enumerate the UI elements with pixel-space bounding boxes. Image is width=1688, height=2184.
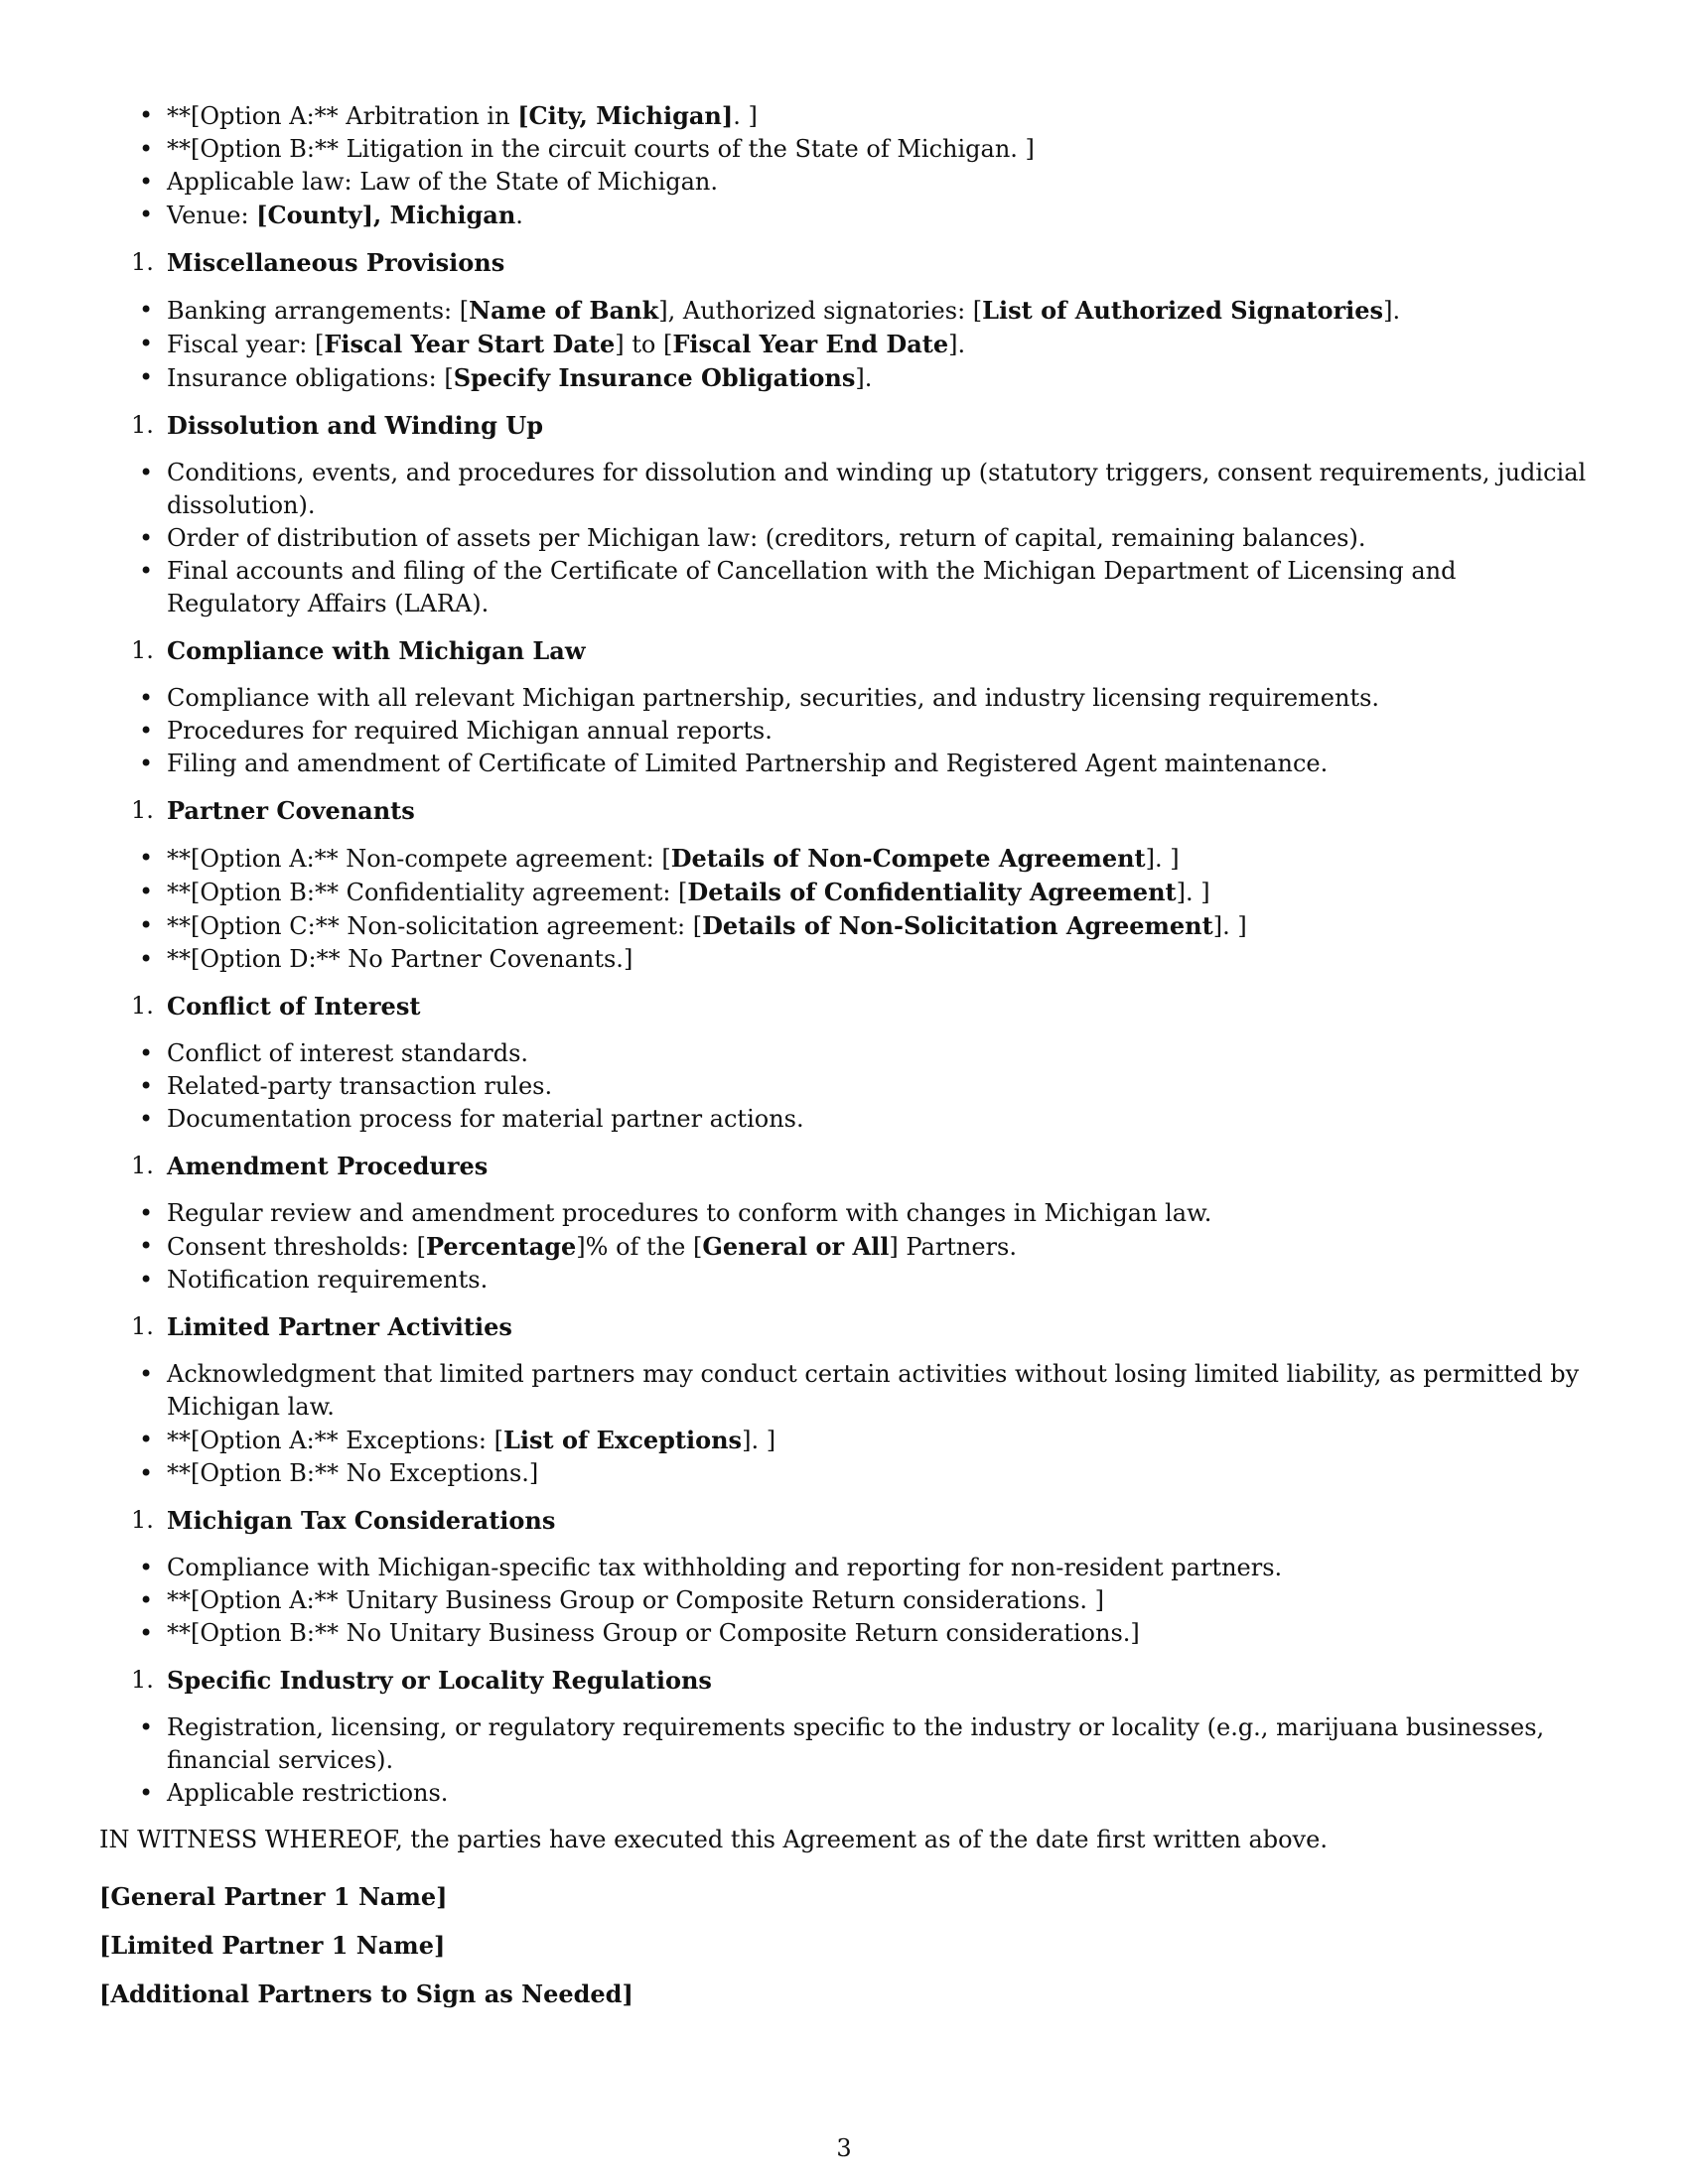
list-item [99, 1230, 1589, 1264]
section-heading [99, 409, 1589, 442]
item-text: **[Option A:** Non-compete agreement: [ [167, 845, 671, 873]
item-text: **[Option A:** Unitary Business Group or Composite Return considerations. ] [167, 1586, 1105, 1614]
item-text: Insurance obligations: [ [167, 364, 454, 392]
item-text: ] to [ [615, 331, 673, 358]
item-text: Related-party transaction rules. [167, 1072, 553, 1100]
list-item [99, 1358, 1589, 1424]
item-text: Documentation process for material partner actions. [167, 1105, 804, 1133]
item-text: **[Option D:** No Partner Covenants.] [167, 945, 633, 973]
list-item [99, 294, 1589, 328]
list-item [99, 457, 1589, 522]
section-heading [99, 634, 1589, 667]
section-title: Partner Covenants [167, 796, 415, 825]
signature-line: [Additional Partners to Sign as Needed] [99, 1979, 633, 2008]
list-item [99, 99, 1589, 133]
item-text: . ] [733, 102, 758, 130]
section-title: Amendment Procedures [167, 1152, 489, 1180]
section-number: 1. [131, 1666, 154, 1694]
signature-line: [General Partner 1 Name] [99, 1882, 448, 1911]
item-text: Compliance with Michigan-specific tax withholding and reporting for non-resident partners. [167, 1554, 1283, 1581]
placeholder-field: Details of Non-Compete Agreement [670, 844, 1146, 873]
list-item [99, 1197, 1589, 1230]
section-number: 1. [131, 1312, 154, 1340]
placeholder-field: Name of Bank [469, 296, 659, 325]
section-list [99, 1711, 1589, 1810]
section-number: 1. [131, 636, 154, 664]
section-number: 1. [131, 248, 154, 276]
item-text: Fiscal year: [ [167, 331, 325, 358]
item-text: ]. [1383, 297, 1401, 325]
item-text: Conflict of interest standards. [167, 1039, 529, 1067]
section-heading [99, 1504, 1589, 1537]
closing-statement: IN WITNESS WHEREOF, the parties have executed this Agreement as of the date first written above. [99, 1826, 1328, 1853]
list-item [99, 909, 1589, 943]
item-text: ], Authorized signatories: [ [658, 297, 983, 325]
section-title: Miscellaneous Provisions [167, 248, 505, 277]
list-item [99, 328, 1589, 361]
section-title: Conflict of Interest [167, 992, 421, 1021]
section-number: 1. [131, 1152, 154, 1179]
item-text: **[Option B:** Litigation in the circuit courts of the State of Michigan. ] [167, 135, 1035, 163]
section-heading [99, 1664, 1589, 1697]
list-item [99, 199, 1589, 232]
section-list [99, 842, 1589, 976]
list-item [99, 1711, 1589, 1777]
item-text: ]. ] [742, 1427, 776, 1454]
list-item [99, 1264, 1589, 1297]
list-item [99, 1070, 1589, 1103]
item-text: ]. ] [1212, 912, 1247, 940]
section-heading [99, 794, 1589, 827]
section-list [99, 682, 1589, 780]
intro-list [99, 99, 1589, 232]
section-title: Compliance with Michigan Law [167, 636, 586, 665]
item-text: Regular review and amendment procedures to conform with changes in Michigan law. [167, 1199, 1212, 1227]
list-item [99, 1457, 1589, 1490]
section-title: Limited Partner Activities [167, 1312, 512, 1341]
item-text: ] Partners. [889, 1233, 1017, 1261]
page-number: 3 [836, 2134, 852, 2162]
item-text: Consent thresholds: [ [167, 1233, 426, 1261]
list-item [99, 842, 1589, 876]
section-number: 1. [131, 411, 154, 439]
section-title: Dissolution and Winding Up [167, 411, 543, 440]
item-text: **[Option C:** Non-solicitation agreement: [ [167, 912, 703, 940]
item-text: . [515, 202, 523, 229]
item-text: **[Option B:** No Unitary Business Group or Composite Return considerations.] [167, 1619, 1140, 1647]
item-text: Conditions, events, and procedures for dissolution and winding up (statutory triggers, consent requirements, judicial dissolution). [167, 459, 1587, 519]
list-item [99, 1424, 1589, 1457]
item-text: **[Option A:** Exceptions: [ [167, 1427, 503, 1454]
section-list [99, 1037, 1589, 1136]
item-text: Applicable law: Law of the State of Michigan. [167, 168, 718, 196]
sections-container [99, 246, 1589, 1810]
item-text: Final accounts and filing of the Certificate of Cancellation with the Michigan Department of Licensing and Regulatory Affairs (LARA). [167, 557, 1457, 617]
section-title: Specific Industry or Locality Regulations [167, 1666, 712, 1695]
item-text: Order of distribution of assets per Michigan law: (creditors, return of capital, remaining balances). [167, 524, 1366, 552]
item-text: ]% of the [ [576, 1233, 703, 1261]
placeholder-field: Details of Non-Solicitation Agreement [702, 911, 1213, 940]
list-item [99, 1552, 1589, 1584]
placeholder-field: Fiscal Year End Date [672, 330, 949, 358]
item-text: Procedures for required Michigan annual reports. [167, 717, 773, 745]
section-number: 1. [131, 796, 154, 824]
list-item [99, 943, 1589, 976]
item-text: **[Option B:** No Exceptions.] [167, 1459, 539, 1487]
placeholder-field: [County], Michigan [256, 201, 516, 229]
list-item [99, 1777, 1589, 1810]
section-number: 1. [131, 992, 154, 1020]
item-text: Registration, licensing, or regulatory requirements specific to the industry or locality (e.g., marijuana businesses, financial services). [167, 1713, 1545, 1774]
item-text: **[Option B:** Confidentiality agreement: [ [167, 879, 688, 906]
item-text: Notification requirements. [167, 1266, 489, 1294]
section-heading [99, 1150, 1589, 1182]
list-item [99, 876, 1589, 909]
item-text: Applicable restrictions. [167, 1779, 449, 1807]
list-item [99, 1617, 1589, 1650]
item-text: ]. [948, 331, 966, 358]
list-item [99, 361, 1589, 395]
list-item [99, 748, 1589, 780]
section-list [99, 1358, 1589, 1490]
placeholder-field: List of Authorized Signatories [982, 296, 1384, 325]
item-text: **[Option A:** Arbitration in [167, 102, 518, 130]
item-text: ]. ] [1176, 879, 1210, 906]
section-title: Michigan Tax Considerations [167, 1506, 556, 1535]
signature-line: [Limited Partner 1 Name] [99, 1931, 446, 1960]
section-heading [99, 990, 1589, 1023]
placeholder-field: List of Exceptions [503, 1426, 743, 1454]
list-item [99, 1037, 1589, 1070]
item-text: Venue: [167, 202, 257, 229]
placeholder-field: Percentage [425, 1232, 577, 1261]
item-text: ]. [855, 364, 873, 392]
section-number: 1. [131, 1506, 154, 1534]
item-text: Filing and amendment of Certificate of Limited Partnership and Registered Agent maintenance. [167, 750, 1329, 777]
list-item [99, 522, 1589, 555]
placeholder-field: Details of Confidentiality Agreement [687, 878, 1177, 906]
signature-block [99, 1880, 1589, 2010]
item-text: Compliance with all relevant Michigan partnership, securities, and industry licensing requirements. [167, 684, 1380, 712]
placeholder-field: [City, Michigan] [517, 101, 734, 130]
section-heading [99, 246, 1589, 279]
placeholder-field: Specify Insurance Obligations [453, 363, 856, 392]
list-item [99, 682, 1589, 715]
item-text: ]. ] [1145, 845, 1180, 873]
item-text: Banking arrangements: [ [167, 297, 470, 325]
placeholder-field: Fiscal Year Start Date [324, 330, 616, 358]
list-item [99, 715, 1589, 748]
section-heading [99, 1310, 1589, 1343]
item-text: Acknowledgment that limited partners may conduct certain activities without losing limited liability, as permitted by Michigan law. [167, 1360, 1580, 1421]
list-item [99, 555, 1589, 620]
section-list [99, 457, 1589, 620]
section-list [99, 294, 1589, 395]
list-item [99, 1584, 1589, 1617]
list-item [99, 1103, 1589, 1136]
placeholder-field: General or All [702, 1232, 890, 1261]
section-list [99, 1197, 1589, 1297]
list-item [99, 133, 1589, 166]
section-list [99, 1552, 1589, 1650]
list-item [99, 166, 1589, 199]
document-page [99, 99, 1589, 2010]
